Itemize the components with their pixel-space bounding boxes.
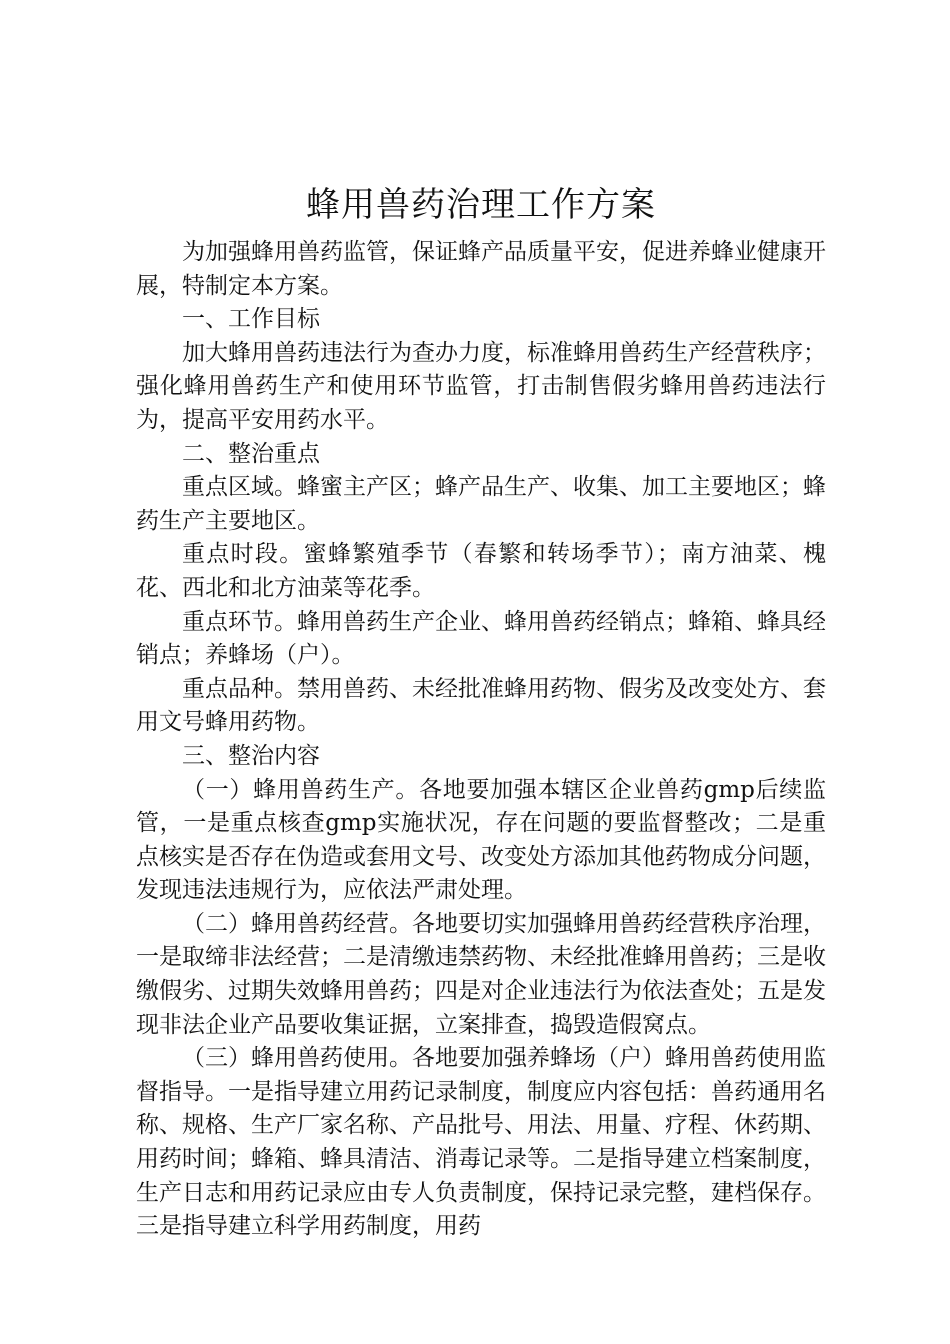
focus-period-paragraph: 重点时段。蜜蜂繁殖季节（春繁和转场季节）；南方油菜、槐花、西北和北方油菜等花季。 — [136, 541, 826, 601]
focus-area-paragraph: 重点区域。蜂蜜主产区；蜂产品生产、收集、加工主要地区；蜂药生产主要地区。 — [136, 474, 826, 534]
section-heading-focus: 二、整治重点 — [182, 440, 320, 467]
operation-paragraph: （二）蜂用兽药经营。各地要切实加强蜂用兽药经营秩序治理，一是取缔非法经营；二是清缴违禁药物、未经批准蜂用兽药；三是收缴假劣、过期失效蜂用兽药；四是对企业违法行为依法查处；五是发现非法企业产品要收集证据，立案排查，捣毁造假窝点。 — [136, 910, 826, 1038]
focus-variety-paragraph: 重点品种。禁用兽药、未经批准蜂用药物、假劣及改变处方、套用文号蜂用药物。 — [136, 675, 826, 736]
document-title: 蜂用兽药治理工作方案 — [306, 185, 656, 225]
intro-paragraph: 为加强蜂用兽药监管，保证蜂产品质量平安，促进养蜂业健康开展，特制定本方案。 — [136, 239, 826, 299]
production-paragraph: （一）蜂用兽药生产。各地要加强本辖区企业兽药gmp后续监管，一是重点核查gmp实施状况，存在问题的要监督整改；二是重点核实是否存在伪造或套用文号、改变处方添加其他药物成分问题，发现违法违规行为，应依法严肃处理。 — [136, 776, 826, 904]
document-page — [136, 178, 826, 1244]
focus-link-paragraph: 重点环节。蜂用兽药生产企业、蜂用兽药经销点；蜂箱、蜂具经销点；养蜂场（户）。 — [136, 608, 826, 669]
section-heading-goals: 一、工作目标 — [182, 306, 320, 333]
section-heading-content: 三、整治内容 — [182, 742, 320, 769]
usage-paragraph: （三）蜂用兽药使用。各地要加强养蜂场（户）蜂用兽药使用监督指导。一是指导建立用药记录制度，制度应内容包括：兽药通用名称、规格、生产厂家名称、产品批号、用法、用量、疗程、休药期、用药时间；蜂箱、蜂具清洁、消毒记录等。二是指导建立档案制度，生产日志和用药记录应由专人负责制度，保持记录完整，建档保存。三是指导建立科学用药制度，用药 — [136, 1045, 826, 1240]
goals-paragraph: 加大蜂用兽药违法行为查办力度，标准蜂用兽药生产经营秩序；强化蜂用兽药生产和使用环节监管，打击制售假劣蜂用兽药违法行为，提高平安用药水平。 — [136, 339, 826, 433]
